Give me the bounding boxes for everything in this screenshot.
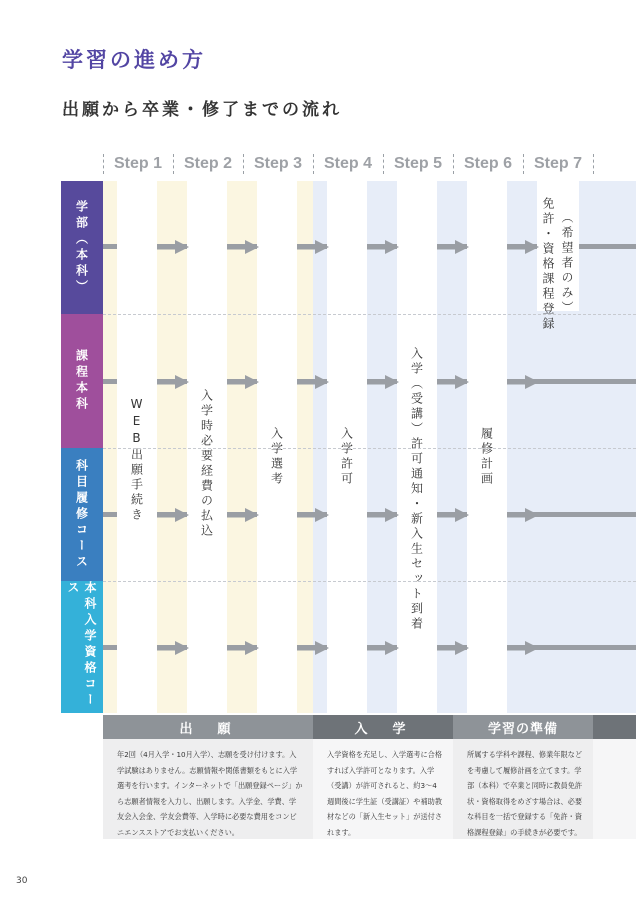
row-course-main-label: 課程本科 [74,349,89,413]
step-2-label: Step 2 [183,155,232,172]
step-1-label: Step 1 [113,155,162,172]
right-arrow-icon [297,240,329,254]
step-divider [593,154,594,174]
page-number: 30 [16,876,28,886]
right-arrow-icon [157,508,189,522]
row-course-main [61,314,103,448]
right-arrow-icon [367,508,399,522]
permission-label: 入学許可 [339,427,354,487]
right-arrow-icon [227,508,259,522]
right-arrow-icon [367,375,399,389]
step-7-label: Step 7 [533,155,582,172]
row-separator [103,581,636,582]
right-arrow-icon [437,375,469,389]
row-separator [103,314,636,315]
right-arrow-icon [507,641,539,655]
right-arrow-icon [507,375,539,389]
study-plan-label: 履修計画 [479,427,494,487]
license-label: 免許・資格課程登録 [541,197,555,332]
row-undergraduate-label: 学部（本科） [74,199,89,296]
phase-header-admission: 入 学 [313,715,453,739]
right-arrow-icon [157,375,189,389]
permission-column [327,181,367,713]
row-qualification-course [61,581,103,713]
row-separator [103,448,636,449]
web-application-label: WEB出願手続き [129,397,144,523]
page-subtitle: 出願から卒業・修了までの流れ [62,100,342,120]
step-6-label: Step 6 [463,155,512,172]
right-arrow-icon [157,641,189,655]
notice-column [397,181,437,713]
page-title: 学習の進め方 [62,48,206,72]
preparation-description: 所属する学科や課程、修業年限などを考慮して履修計画を立てます。学部（本科）で卒業と同時に教員免許状・資格取得をめざす場合は、必要な科目を一括で登録する「免許・資格課程登録」の手続きが必要です。 [453,739,593,839]
right-arrow-icon [437,240,469,254]
license-registration-box [537,181,579,332]
right-arrow-icon [227,375,259,389]
web-application-column [117,181,157,713]
step-header [103,152,636,176]
right-arrow-icon [297,375,329,389]
step-5-label: Step 5 [393,155,442,172]
row-subject-course [61,448,103,581]
phase-header-preparation: 学習の準備 [453,715,593,739]
right-arrow-icon [157,240,189,254]
right-arrow-icon [507,240,539,254]
continuation-description [593,739,636,839]
right-arrow-icon [297,508,329,522]
step-4-label: Step 4 [323,155,372,172]
row-undergraduate [61,181,103,314]
right-arrow-icon [507,508,539,522]
right-arrow-icon [437,508,469,522]
admission-description: 入学資格を充足し、入学選考に合格すれば入学許可となります。入学（受講）が許可されると、約3〜4週間後に学生証（受講証）や補助教材などの「新入生セット」が送付されます。 [313,739,453,839]
step-3-label: Step 3 [253,155,302,172]
payment-column [187,181,227,713]
right-arrow-icon [367,240,399,254]
notice-label: 入学（受講）許可通知・新入生セット到着 [409,347,424,632]
study-plan-column [467,181,507,713]
right-arrow-icon [367,641,399,655]
selection-label: 入学選考 [269,427,284,487]
phase-header-application: 出 願 [103,715,313,739]
right-arrow-icon [227,240,259,254]
selection-column [257,181,297,713]
right-arrow-icon [297,641,329,655]
row-subject-course-label: 科目履修コース [74,458,89,571]
payment-label: 入学時必要経費の払込 [199,389,214,539]
row-qualification-course-label: 本科入学資格コース [66,581,97,709]
license-note: （希望者のみ） [560,211,574,316]
right-arrow-icon [227,641,259,655]
right-arrow-icon [437,641,469,655]
application-description: 年2回（4月入学・10月入学）、志願を受け付けます。入学試験はありません。志願情報や関係書類をもとに入学選考を行います。インターネットで「出願登録ページ」から志願者情報を入力し、出願します。入学金、学費、学友会入会金、学友会費等、入学時に必要な費用をコンビニエンスストアでお支払いください。 [103,739,313,839]
continuation-band [593,181,636,713]
phase-header-continuation [593,715,636,739]
